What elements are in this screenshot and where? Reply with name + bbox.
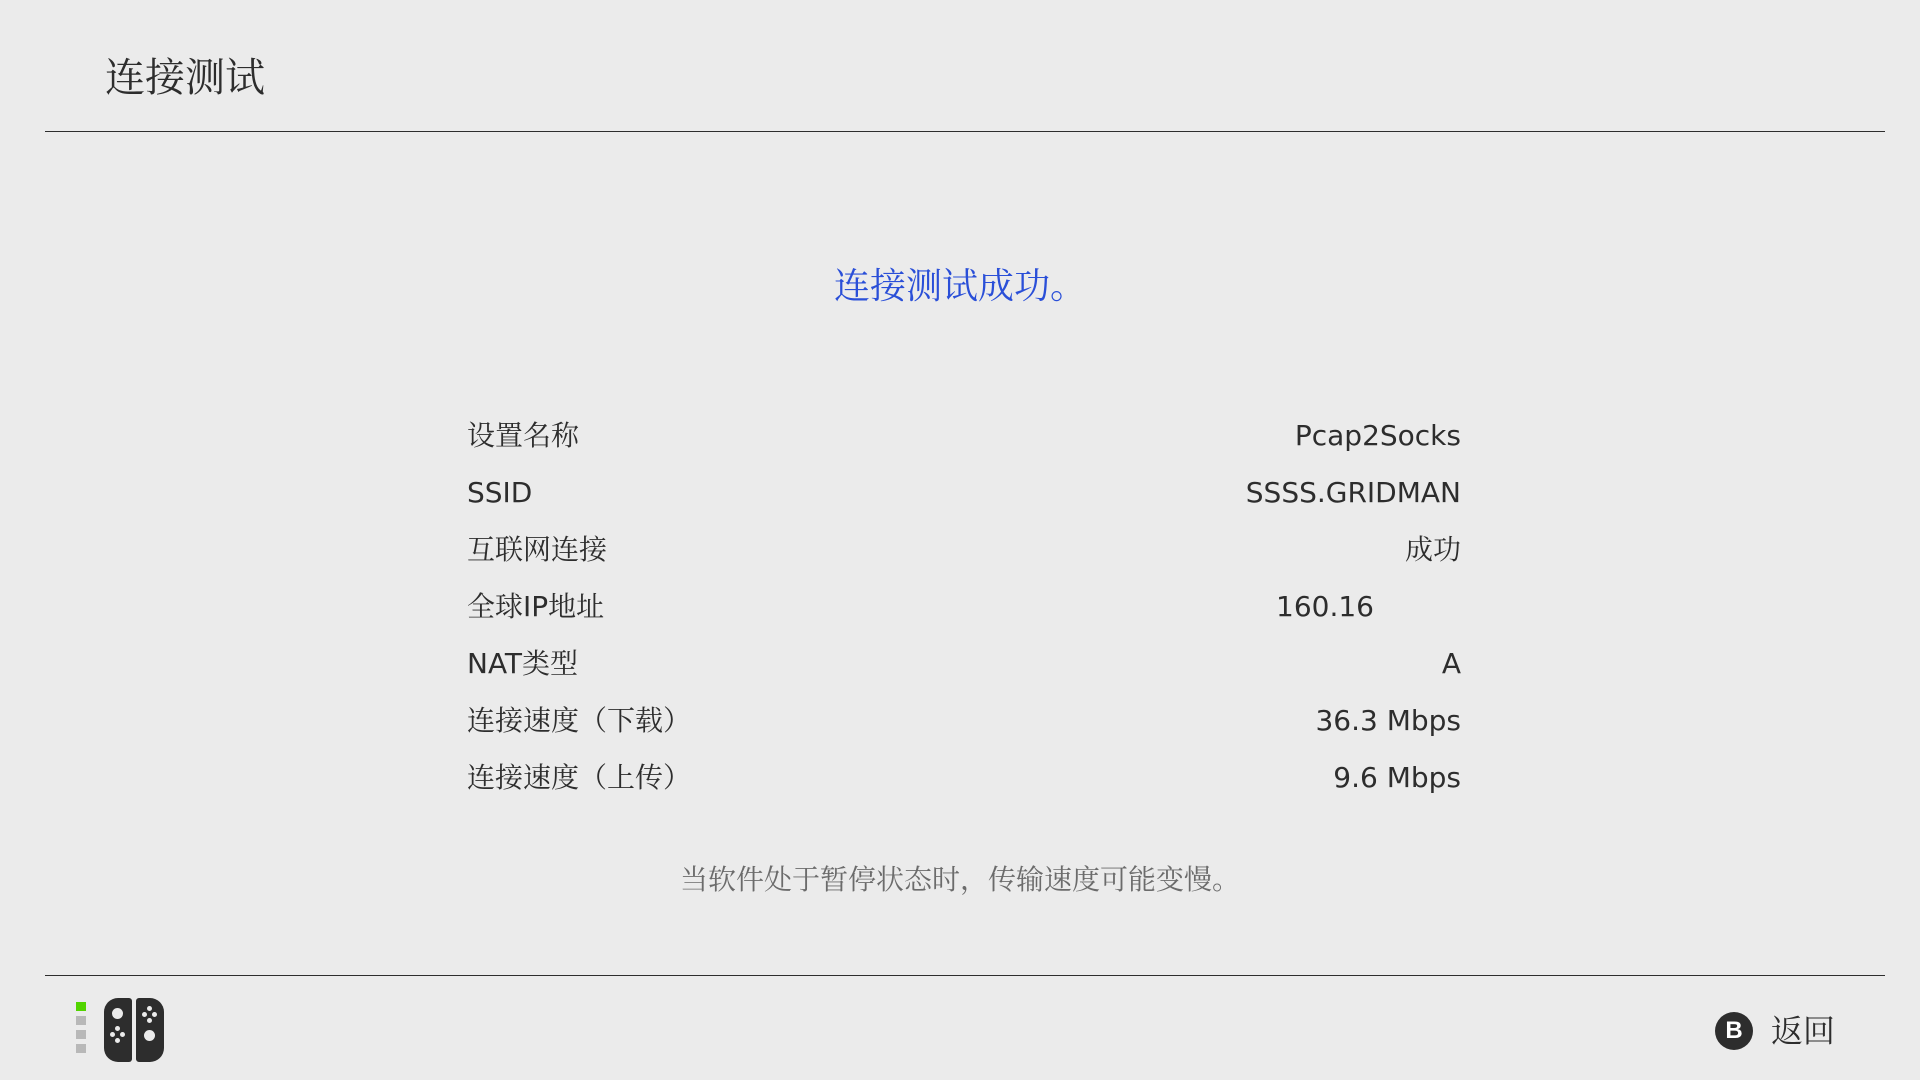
info-label: 全球IP地址 [467, 590, 605, 623]
info-label: 连接速度（下载） [467, 704, 692, 737]
footer-divider [45, 975, 1885, 976]
player-indicator-light-4 [76, 1044, 86, 1053]
info-row-download-speed [467, 692, 1461, 749]
info-row-ssid [467, 464, 1461, 521]
player-indicator-light-1 [76, 1002, 86, 1011]
info-label: SSID [467, 476, 533, 509]
info-row-global-ip [467, 578, 1461, 635]
info-label: 互联网连接 [467, 533, 608, 566]
connection-info-table [467, 407, 1461, 806]
back-label: 返回 [1770, 1012, 1835, 1050]
speed-footnote: 当软件处于暂停状态时，传输速度可能变慢。 [679, 863, 1240, 896]
info-value: Pcap2Socks [1294, 419, 1461, 452]
button-dot [152, 1012, 157, 1017]
dpad-dot [110, 1032, 115, 1037]
button-dot [147, 1018, 152, 1023]
controller-status [76, 998, 176, 1064]
info-value: 成功 [1404, 533, 1461, 566]
dpad-dot [115, 1038, 120, 1043]
joycon-left-icon [104, 998, 132, 1062]
left-stick-dot [112, 1008, 123, 1019]
button-dot [147, 1006, 152, 1011]
joycon-right-icon [136, 998, 164, 1062]
info-label: 连接速度（上传） [467, 761, 692, 794]
b-button-icon: B [1715, 1012, 1753, 1050]
info-row-setting-name [467, 407, 1461, 464]
info-value: A [1441, 647, 1461, 680]
info-value: 9.6 Mbps [1333, 761, 1461, 794]
page-title: 连接测试 [105, 55, 265, 101]
player-indicator-light-3 [76, 1030, 86, 1039]
info-row-nat-type [467, 635, 1461, 692]
test-result-message: 连接测试成功。 [833, 266, 1086, 307]
dpad-dot [115, 1026, 120, 1031]
back-button[interactable] [1715, 1006, 1835, 1056]
button-dot [142, 1012, 147, 1017]
info-value: 36.3 Mbps [1315, 704, 1461, 737]
header-divider [45, 131, 1885, 132]
dpad-dot [120, 1032, 125, 1037]
player-indicator-light-2 [76, 1016, 86, 1025]
info-label: 设置名称 [467, 419, 580, 452]
right-stick-dot [144, 1030, 155, 1041]
info-row-internet-connection [467, 521, 1461, 578]
info-value: 160.16 [1276, 590, 1374, 623]
info-value: SSSS.GRIDMAN [1245, 476, 1461, 509]
info-row-upload-speed [467, 749, 1461, 806]
info-label: NAT类型 [467, 647, 579, 680]
